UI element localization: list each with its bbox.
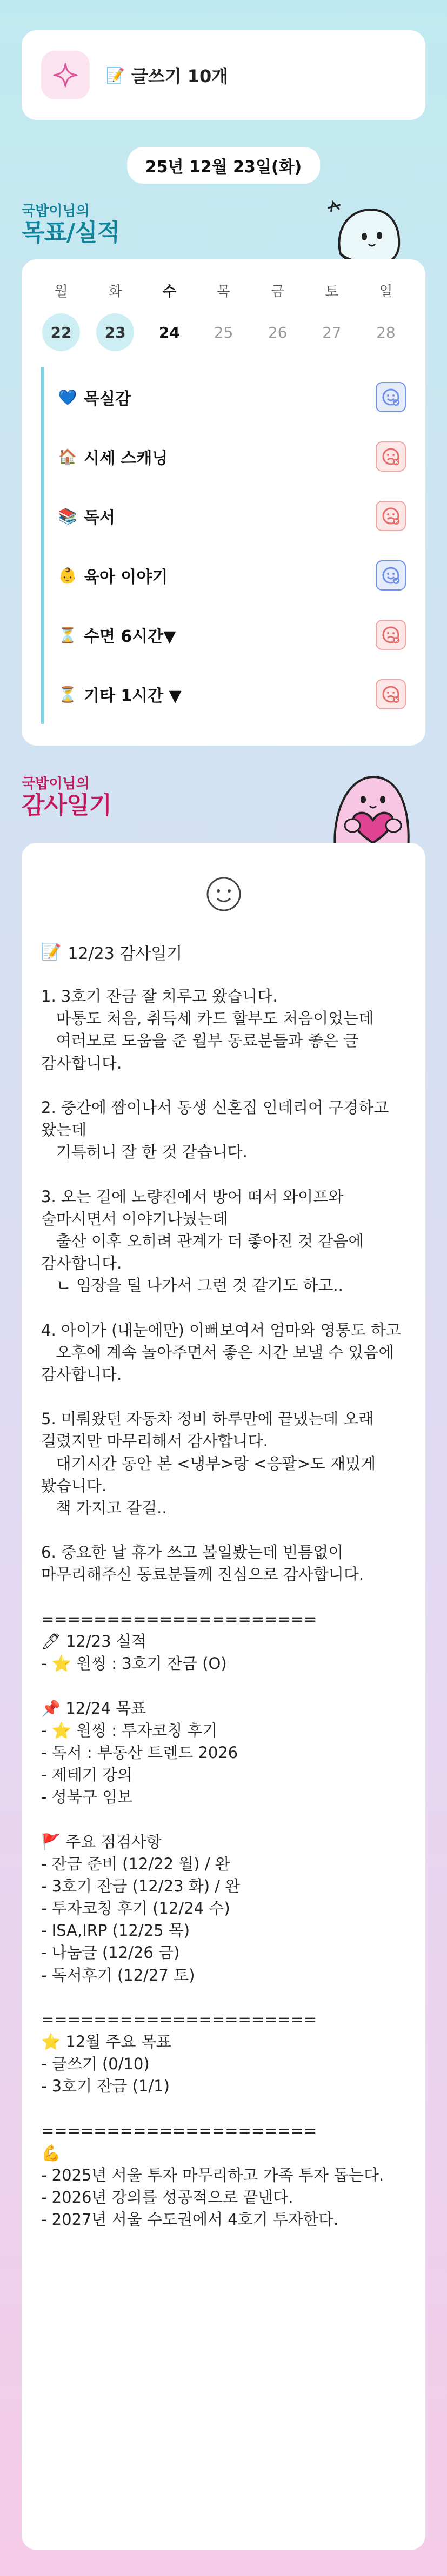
day-of-week: 일 [379,284,393,300]
banner-title-text: 글쓰기 10개 [131,66,229,86]
diary-title [41,940,406,964]
day-sun[interactable] [367,281,405,351]
date-pill[interactable]: 25년 12월 23일(화) [127,147,320,184]
diary-body: 1. 3호기 잔금 잘 치루고 왔습니다. 마통도 처음, 취득세 카드 할부도 처음이었는데 여러모로 도움을 준 월부 동료분들과 좋은 글 감사합니다. 2. 중간에 짬이나서 동생 신혼집 인테리어 구경하고 왔는데 기특허니 잘 한 것 같습니다. 3. 오는 길에 노량진에서 방어 떠서 와이프와 술마시면서 이야기나눴는데 출산 이후 오히려 관계가 더 좋아진 것 같음에 감사합니다. ㄴ 임장을 덜 나가서 그런 것 같기도 하고.. 4. 아이가 (내눈에만) 이뻐보여서 엄마와 영통도 하고 오후에 계속 놀아주면서 좋은 시간 보낼 수 있음에 감사합니다. 5. 미뤄왔던 자동차 정비 하루만에 끝냈는데 오래 걸렸지만 마무리해서 감사합니다. 대기시간 동안 본 <냉부>랑 <응팔>도 재밌게 봤습니다. 책 가지고 갈걸.. 6. 중요한 날 휴가 쓰고 볼일봤는데 빈틈없이 마무리해주신 동료분들께 진심으로 감사합니다. ===================== 🖊 12/23 실적 - ⭐ 원씽 : 3호기 잔금 (O) 📌 12/24 목표 - ⭐ 원씽 : 투자코칭 후기 - 독서 : 부동산 트렌드 2026 - 제테기 강의 - 성북구 임보 🚩 주요 점검사항 - 잔금 준비 (12/22 월) / 완 - 3호기 잔금 (12/23 화) / 완 - 투자코칭 후기 (12/24 수) - ISA,IRP (12/25 목) - 나눔글 (12/26 금) - 독서후기 (12/27 토) ===================== ⭐ 12월 주요 목표 - 글쓰기 (0/10) - 3호기 잔금 (1/1) ===================== 💪 - 2025년 서울 투자 마무리하고 가족 투자 돕는다. - 2026년 강의를 성공적으로 끝낸다. - 2027년 서울 수도권에서 4호기 투자한다. [41,987,401,2229]
heart-mascot-icon [319,767,422,850]
day-of-week: 토 [325,284,339,300]
gratitude-section-header [22,773,111,817]
day-wed[interactable] [150,281,188,351]
goal-label: 시세 스캐닝 [84,449,168,468]
day-thu[interactable] [204,281,242,351]
goal-item[interactable] [41,605,406,665]
books-icon: 📚 [58,507,77,525]
day-sat[interactable] [313,281,351,351]
goal-item[interactable] [41,367,406,427]
goal-item[interactable] [41,665,406,724]
sparkle-icon [41,51,90,99]
pencil-icon: 📝 [41,942,62,962]
goal-item[interactable] [41,486,406,546]
goal-label: 수면 6시간▼ [84,627,176,646]
day-number[interactable]: 22 [42,313,80,351]
goal-list [41,367,406,724]
goals-section-title: 목표/실적 [22,219,120,246]
writing-goal-banner[interactable] [22,30,425,120]
diary-title-text: 12/23 감사일기 [68,944,183,963]
goal-item[interactable] [41,427,406,486]
day-number[interactable]: 27 [322,323,342,341]
goal-label: 독서 [84,508,115,527]
day-mon[interactable] [42,281,80,351]
smile-status-icon[interactable] [376,382,406,412]
baby-icon: 👶 [58,566,77,585]
day-tue[interactable] [96,281,134,351]
banner-title [106,63,228,88]
smile-status-icon[interactable] [376,560,406,591]
day-of-week: 수 [162,284,176,300]
goal-item[interactable] [41,546,406,605]
goal-label: 목실감 [84,390,131,408]
goal-label: 육아 이야기 [84,568,168,587]
sad-status-icon[interactable] [376,441,406,472]
day-number[interactable]: 25 [214,323,233,341]
day-fri[interactable] [259,281,297,351]
hourglass-icon: ⏳ [58,685,77,703]
goals-section-header [22,200,119,245]
day-number[interactable]: 24 [158,323,180,341]
goal-label: 기타 1시간 ▼ [84,687,182,706]
house-icon: 🏠 [58,447,77,466]
day-of-week: 목 [216,284,231,300]
day-of-week: 화 [108,284,122,300]
hourglass-icon: ⏳ [58,626,77,644]
goals-card [22,259,425,746]
day-number[interactable]: 26 [268,323,288,341]
sad-status-icon[interactable] [376,679,406,709]
goals-section-owner: 국밥이님의 [22,203,90,219]
gratitude-section-owner: 국밥이님의 [22,776,90,792]
day-of-week: 금 [271,284,285,300]
day-number[interactable]: 28 [376,323,396,341]
sad-status-icon[interactable] [376,620,406,650]
gratitude-diary-card[interactable] [22,843,425,2550]
day-of-week: 월 [54,284,68,300]
gratitude-section-title: 감사일기 [22,791,112,819]
pencil-icon: 📝 [106,66,125,84]
week-calendar [41,281,406,351]
day-number[interactable]: 23 [96,313,134,351]
smile-icon[interactable] [41,875,406,913]
heart-icon: 💙 [58,388,77,406]
sad-status-icon[interactable] [376,501,406,531]
